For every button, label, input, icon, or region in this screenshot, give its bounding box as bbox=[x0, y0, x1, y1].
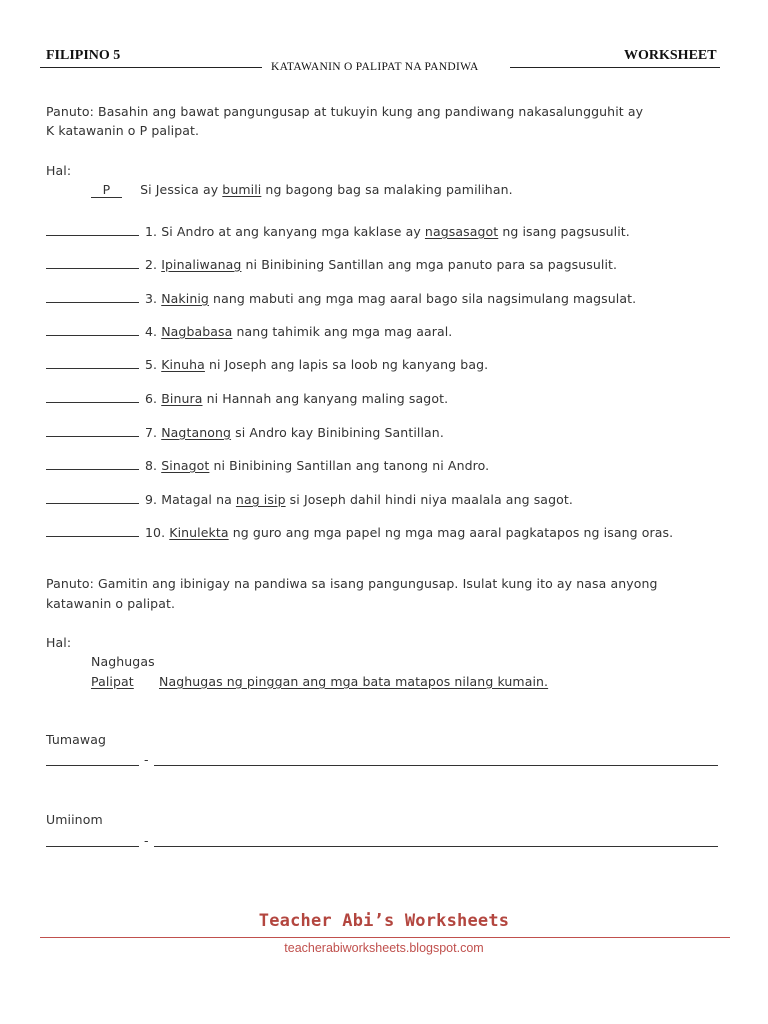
instructions-2-line2: katawanin o palipat. bbox=[46, 596, 176, 611]
list-item bbox=[46, 323, 452, 340]
list-item bbox=[46, 290, 636, 307]
answer-blank[interactable] bbox=[46, 390, 139, 403]
example-pre: Si Jessica ay bbox=[140, 182, 223, 197]
answer-blank[interactable] bbox=[46, 323, 139, 336]
item-number: 5. bbox=[145, 357, 158, 372]
item-text-post: nang tahimik ang mga mag aaral. bbox=[232, 324, 453, 339]
example-answer: P bbox=[91, 183, 122, 198]
item-text-pre: Si Andro at ang kanyang mga kaklase ay bbox=[161, 224, 425, 239]
item-number: 6. bbox=[145, 391, 158, 406]
item-verb: Ipinaliwanag bbox=[161, 257, 242, 272]
example-2-sentence: Naghugas ng pinggan ang mga bata matapos nilang kumain. bbox=[159, 674, 549, 689]
item-number: 2. bbox=[145, 257, 158, 272]
header-rule-right bbox=[510, 67, 720, 68]
item-text-post: si Joseph dahil hindi niya maalala ang sagot. bbox=[285, 492, 573, 507]
example-2-verb: Naghugas bbox=[91, 654, 155, 669]
item-verb: Nagbabasa bbox=[161, 324, 233, 339]
item-verb: Kinulekta bbox=[169, 525, 229, 540]
answer-blank[interactable] bbox=[46, 223, 139, 236]
prompt-2-sentence-blank[interactable] bbox=[154, 846, 718, 847]
brand-url[interactable]: teacherabiworksheets.blogspot.com bbox=[284, 941, 484, 955]
answer-blank[interactable] bbox=[46, 356, 139, 369]
item-text-pre: Matagal na bbox=[161, 492, 236, 507]
prompt-1-sentence-blank[interactable] bbox=[154, 765, 718, 766]
item-verb: Sinagot bbox=[161, 458, 210, 473]
instructions-1-line1: Panuto: Basahin ang bawat pangungusap at tukuyin kung ang pandiwang nakasalungguhit ay bbox=[46, 104, 644, 119]
item-text-post: ng isang pagsusulit. bbox=[498, 224, 630, 239]
item-text-post: si Andro kay Binibining Santillan. bbox=[231, 425, 444, 440]
prompt-2-type-blank[interactable] bbox=[46, 846, 139, 847]
item-verb: Kinuha bbox=[161, 357, 205, 372]
list-item bbox=[46, 524, 673, 541]
answer-blank[interactable] bbox=[46, 290, 139, 303]
list-item bbox=[46, 390, 448, 407]
instructions-2-line1: Panuto: Gamitin ang ibinigay na pandiwa sa isang pangungusap. Isulat kung ito ay nasa anyong bbox=[46, 576, 658, 591]
item-number: 9. bbox=[145, 492, 158, 507]
prompt-verb-tumawag: Tumawag bbox=[46, 732, 107, 747]
item-text-post: ni Hannah ang kanyang maling sagot. bbox=[202, 391, 449, 406]
footer-rule bbox=[40, 937, 730, 938]
item-number: 8. bbox=[145, 458, 158, 473]
answer-blank[interactable] bbox=[46, 256, 139, 269]
list-item bbox=[46, 356, 488, 373]
answer-blank[interactable] bbox=[46, 491, 139, 504]
item-text-post: nang mabuti ang mga mag aaral bago sila nagsimulang magsulat. bbox=[208, 291, 637, 306]
example-2-type: Palipat bbox=[91, 674, 134, 689]
instructions-1-line2: K katawanin o P palipat. bbox=[46, 123, 200, 138]
answer-blank[interactable] bbox=[46, 424, 139, 437]
example-post: ng bagong bag sa malaking pamilihan. bbox=[261, 182, 513, 197]
item-text-post: ng guro ang mga papel ng mga mag aaral pagkatapos ng isang oras. bbox=[228, 525, 674, 540]
example-2-label: Hal: bbox=[46, 635, 72, 650]
list-item bbox=[46, 424, 444, 441]
item-number: 7. bbox=[145, 425, 158, 440]
worksheet-label: WORKSHEET bbox=[624, 48, 717, 63]
item-verb: Binura bbox=[161, 391, 203, 406]
item-verb: nagsasagot bbox=[424, 224, 499, 239]
list-item bbox=[46, 457, 489, 474]
list-item bbox=[46, 256, 617, 273]
prompt-1-dash: - bbox=[144, 752, 149, 767]
example-verb: bumili bbox=[222, 182, 262, 197]
example-row bbox=[91, 182, 513, 198]
item-number: 1. bbox=[145, 224, 158, 239]
item-verb: nag isip bbox=[235, 492, 286, 507]
subject-label: FILIPINO 5 bbox=[46, 48, 121, 63]
brand-title: Teacher Abi’s Worksheets bbox=[258, 911, 510, 931]
header-rule-left bbox=[40, 67, 262, 68]
example-label: Hal: bbox=[46, 163, 72, 178]
item-verb: Nakinig bbox=[161, 291, 209, 306]
item-number: 4. bbox=[145, 324, 158, 339]
prompt-2-dash: - bbox=[144, 833, 149, 848]
item-number: 3. bbox=[145, 291, 158, 306]
topic-title: KATAWANIN O PALIPAT NA PANDIWA bbox=[271, 61, 479, 73]
list-item bbox=[46, 223, 630, 240]
item-number: 10. bbox=[145, 525, 166, 540]
item-text-post: ni Binibining Santillan ang tanong ni Andro. bbox=[209, 458, 490, 473]
item-text-post: ni Joseph ang lapis sa loob ng kanyang bag. bbox=[204, 357, 489, 372]
answer-blank[interactable] bbox=[46, 457, 139, 470]
item-verb: Nagtanong bbox=[161, 425, 232, 440]
prompt-1-type-blank[interactable] bbox=[46, 765, 139, 766]
prompt-verb-umiinom: Umiinom bbox=[46, 812, 103, 827]
answer-blank[interactable] bbox=[46, 524, 139, 537]
list-item bbox=[46, 491, 573, 508]
item-text-post: ni Binibining Santillan ang mga panuto para sa pagsusulit. bbox=[241, 257, 618, 272]
